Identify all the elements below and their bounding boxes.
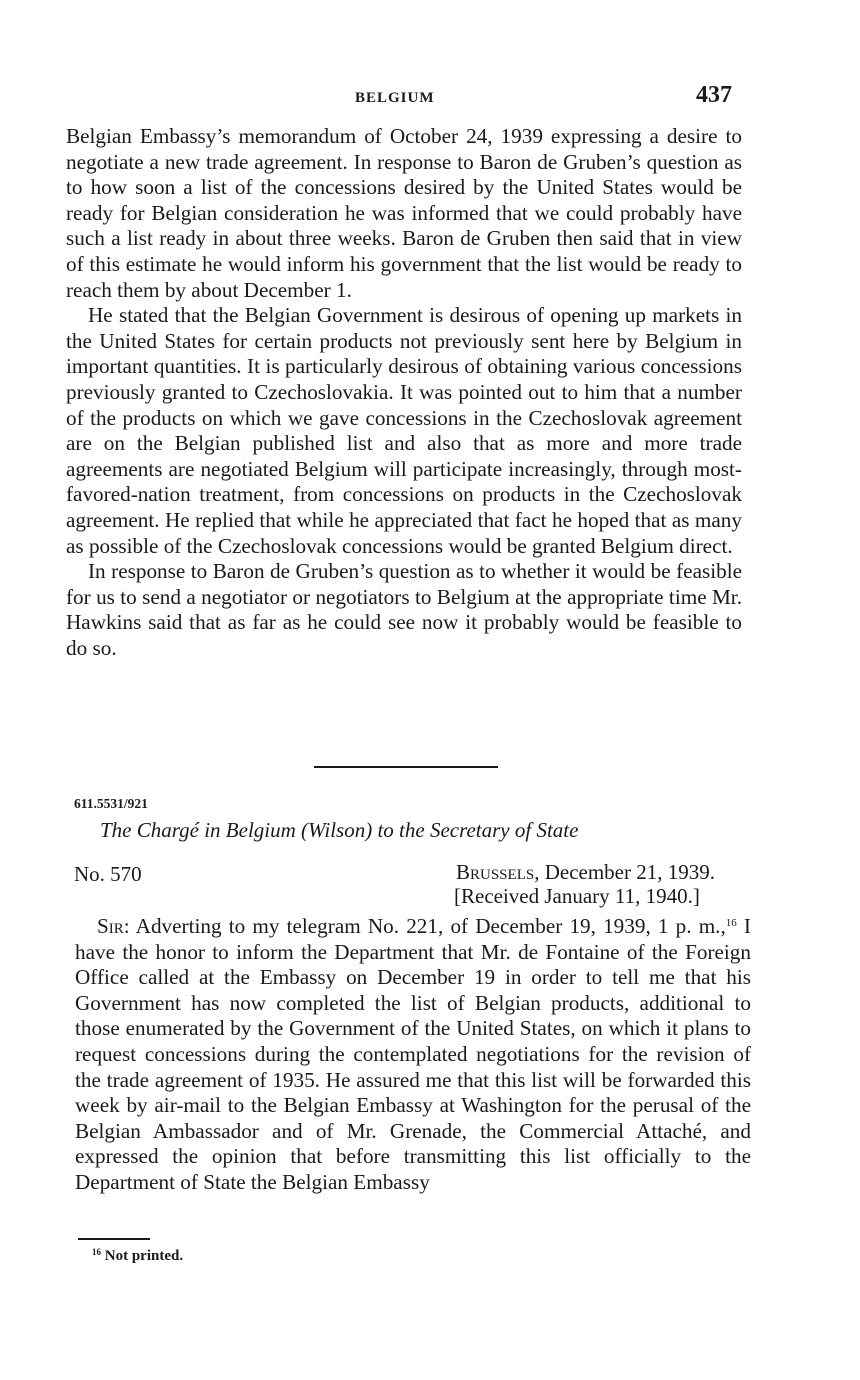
- footnote-rule: [78, 1238, 150, 1240]
- running-title: BELGIUM: [355, 90, 435, 106]
- text-part: I have the honor to inform the Department that Mr. de Fontaine of the Foreign Office called at the Embassy on December 19 in order to tell me that his Government has now completed the list of Belgian products, additional to those enumerated by the Government of the United States, on which it plans to request concessions during the contemplated negotiations for the revision of the trade agreement of 1935. He assured me that this list will be forwarded this week by air-mail to the Belgian Embassy at Washington for the perusal of the Belgian Ambassador and of Mr. Grenade, the Commercial Attaché, and expressed the opinion that before transmitting this list officially to the Department of State the Belgian Embassy: [75, 914, 751, 1194]
- continued-memorandum-text: [66, 124, 742, 661]
- file-number: 611.5531/921: [74, 796, 148, 811]
- footnote-number: 16: [92, 1247, 101, 1257]
- document-heading: The Chargé in Belgium (Wilson) to the Secretary of State: [100, 818, 579, 842]
- footnote-text: Not printed.: [104, 1248, 184, 1264]
- paragraph: Belgian Embassy’s memorandum of October 24, 1939 expressing a desire to negotiate a new trade agreement. In response to Baron de Gruben’s question as to how soon a list of the concessions desired by the United States would be ready for Belgian consideration he was informed that we could probably have such a list ready in about three weeks. Baron de Gruben then said that in view of this estimate he would inform his government that the list would be ready to reach them by about December 1.: [66, 124, 742, 302]
- document-dateline: [456, 860, 715, 885]
- dateline-date: , December 21, 1939.: [534, 860, 715, 884]
- footnote: [92, 1247, 183, 1265]
- despatch-text: [75, 914, 751, 1196]
- salutation: Sir: [97, 914, 124, 938]
- paragraph: In response to Baron de Gruben’s question as to whether it would be feasible for us to send a negotiator or negotiators to Belgium at the appropriate time Mr. Hawkins said that as far as he could see now it probably would be feasible to do so.: [66, 559, 742, 660]
- paragraph: [75, 914, 751, 1196]
- page-number: 437: [696, 82, 732, 108]
- received-date: [Received January 11, 1940.]: [454, 884, 700, 908]
- paragraph: He stated that the Belgian Government is desirous of opening up markets in the United States for certain products not previously sent here by Belgium in important quantities. It is particularly desirous of obtaining various concessions previously granted to Czechoslovakia. It was pointed out to him that a number of the products on which we gave concessions in the Czechoslovak agreement are on the Belgian published list and also that as more and more trade agreements are negotiated Belgium will participate increasingly, through most-favored-nation treatment, from concessions on products in the Czechoslovak agreement. He replied that while he appreciated that fact he hoped that as many as possible of the Czechoslovak concessions would be granted Belgium direct.: [66, 303, 742, 558]
- dateline-place: Brussels: [456, 860, 535, 884]
- section-divider: [314, 766, 498, 768]
- running-head: [0, 84, 860, 114]
- text-part: : Adverting to my telegram No. 221, of December 19, 1939, 1 p. m.,: [123, 914, 726, 938]
- document-number: No. 570: [74, 862, 142, 886]
- footnote-reference: 16: [725, 917, 737, 929]
